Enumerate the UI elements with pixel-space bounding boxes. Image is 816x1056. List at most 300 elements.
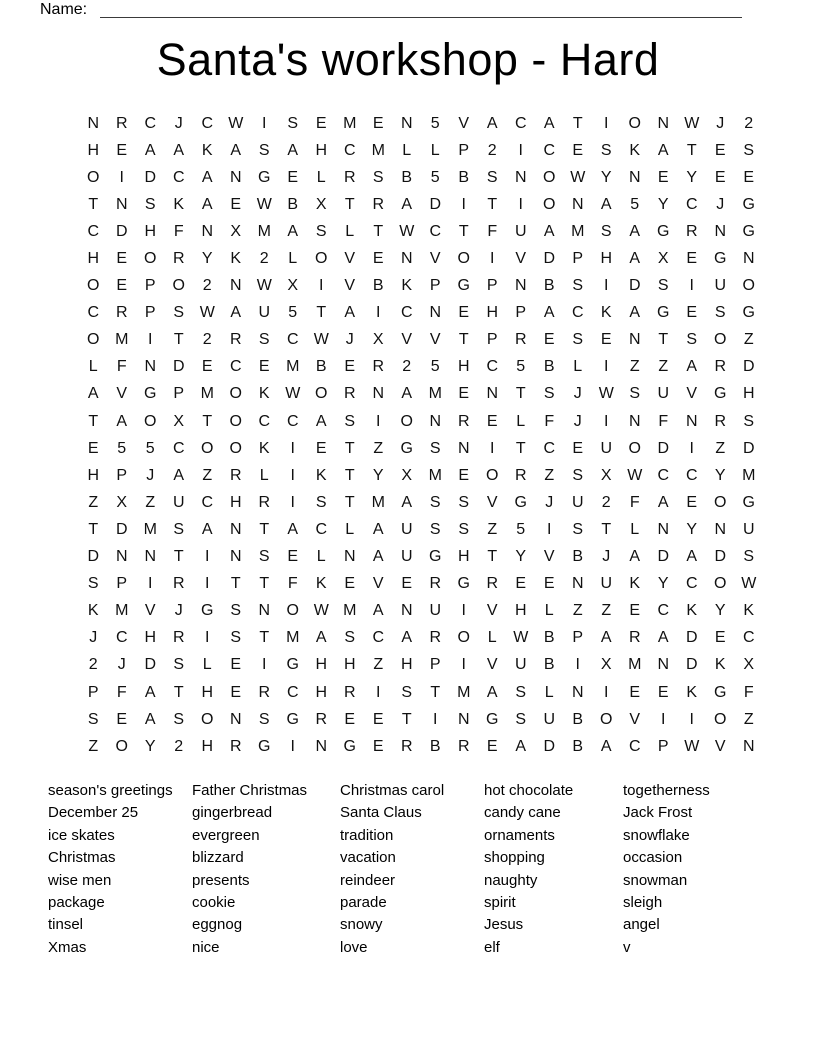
grid-letter: K xyxy=(173,195,185,213)
grid-letter: E xyxy=(344,575,356,593)
grid-letter: T xyxy=(487,548,498,566)
word-item: tradition xyxy=(340,826,394,844)
grid-letter: S xyxy=(344,412,356,430)
grid-letter: E xyxy=(116,710,128,728)
grid-letter: V xyxy=(344,277,356,295)
grid-letter: I xyxy=(433,710,438,728)
grid-letter: S xyxy=(515,710,527,728)
grid-letter: C xyxy=(172,439,185,457)
grid-letter: T xyxy=(658,331,669,349)
grid-letter: A xyxy=(486,683,498,701)
grid-letter: E xyxy=(372,114,384,132)
grid-letter: R xyxy=(457,412,470,430)
grid-letter: T xyxy=(259,520,270,538)
grid-letter: R xyxy=(714,412,727,430)
grid-row xyxy=(79,733,763,760)
grid-letter: D xyxy=(657,548,670,566)
grid-row xyxy=(79,706,763,733)
grid-letter: Y xyxy=(657,575,669,593)
letter-grid xyxy=(79,110,763,760)
grid-letter: M xyxy=(628,656,642,674)
grid-letter: Z xyxy=(658,358,669,376)
grid-letter: P xyxy=(144,304,156,322)
word-list-column xyxy=(623,780,768,959)
grid-letter: R xyxy=(172,575,185,593)
grid-letter: 2 xyxy=(744,114,754,132)
grid-row xyxy=(79,408,763,435)
grid-letter: I xyxy=(689,710,694,728)
grid-letter: I xyxy=(148,575,153,593)
grid-letter: L xyxy=(544,683,554,701)
grid-letter: V xyxy=(458,114,470,132)
grid-letter: E xyxy=(714,629,726,647)
grid-letter: E xyxy=(657,168,669,186)
grid-letter: U xyxy=(600,439,613,457)
grid-letter: N xyxy=(657,114,670,132)
grid-letter: S xyxy=(144,195,156,213)
grid-row xyxy=(79,110,763,137)
grid-letter: H xyxy=(486,304,499,322)
grid-letter: X xyxy=(600,656,612,674)
grid-letter: S xyxy=(486,168,498,186)
grid-letter: E xyxy=(372,710,384,728)
grid-letter: S xyxy=(714,304,726,322)
grid-letter: Y xyxy=(600,168,612,186)
grid-letter: 5 xyxy=(430,168,440,186)
grid-letter: I xyxy=(290,439,295,457)
word-item: spirit xyxy=(484,893,516,911)
grid-letter: B xyxy=(572,548,584,566)
grid-letter: P xyxy=(144,277,156,295)
grid-letter: V xyxy=(686,385,698,403)
grid-letter: I xyxy=(148,331,153,349)
grid-letter: G xyxy=(742,195,755,213)
grid-letter: 2 xyxy=(88,656,98,674)
grid-letter: U xyxy=(514,222,527,240)
grid-letter: A xyxy=(372,602,384,620)
grid-letter: N xyxy=(742,250,755,268)
grid-letter: A xyxy=(401,629,413,647)
grid-letter: O xyxy=(714,575,727,593)
grid-letter: G xyxy=(343,737,356,755)
grid-letter: O xyxy=(315,385,328,403)
grid-letter: N xyxy=(229,168,242,186)
grid-letter: X xyxy=(173,412,185,430)
grid-letter: K xyxy=(714,656,726,674)
grid-letter: O xyxy=(543,195,556,213)
word-item: Christmas xyxy=(48,849,116,867)
grid-letter: K xyxy=(600,304,612,322)
grid-letter: A xyxy=(116,412,128,430)
grid-letter: C xyxy=(429,222,442,240)
grid-letter: E xyxy=(287,548,299,566)
grid-letter: I xyxy=(604,358,609,376)
grid-letter: P xyxy=(116,466,128,484)
grid-letter: E xyxy=(714,141,726,159)
grid-letter: I xyxy=(262,114,267,132)
grid-letter: G xyxy=(429,548,442,566)
grid-letter: P xyxy=(657,737,669,755)
grid-letter: I xyxy=(376,304,381,322)
grid-letter: S xyxy=(87,710,99,728)
grid-letter: I xyxy=(461,195,466,213)
grid-letter: V xyxy=(116,385,128,403)
grid-letter: U xyxy=(400,548,413,566)
grid-letter: S xyxy=(572,277,584,295)
grid-letter: C xyxy=(486,358,499,376)
grid-letter: 5 xyxy=(430,114,440,132)
grid-letter: E xyxy=(543,331,555,349)
grid-letter: X xyxy=(401,466,413,484)
grid-letter: D xyxy=(172,358,185,376)
grid-letter: A xyxy=(287,222,299,240)
grid-letter: M xyxy=(428,385,442,403)
grid-letter: R xyxy=(372,358,385,376)
grid-letter: A xyxy=(657,493,669,511)
grid-letter: N xyxy=(514,168,527,186)
grid-letter: F xyxy=(658,412,669,430)
grid-letter: E xyxy=(372,737,384,755)
name-row xyxy=(40,1,742,21)
grid-letter: S xyxy=(173,656,185,674)
grid-letter: Z xyxy=(88,493,99,511)
grid-row xyxy=(79,300,763,327)
grid-letter: W xyxy=(313,602,329,620)
grid-letter: N xyxy=(657,520,670,538)
grid-letter: L xyxy=(316,168,326,186)
grid-letter: R xyxy=(172,629,185,647)
grid-letter: R xyxy=(514,331,527,349)
grid-letter: A xyxy=(629,222,641,240)
grid-letter: Z xyxy=(487,520,498,538)
word-item: nice xyxy=(192,938,220,956)
grid-letter: N xyxy=(144,358,157,376)
grid-letter: R xyxy=(343,385,356,403)
grid-letter: I xyxy=(518,141,523,159)
grid-letter: G xyxy=(742,493,755,511)
grid-letter: S xyxy=(600,141,612,159)
grid-letter: E xyxy=(600,331,612,349)
grid-letter: H xyxy=(87,466,100,484)
grid-letter: Y xyxy=(714,602,726,620)
grid-letter: U xyxy=(429,602,442,620)
grid-letter: H xyxy=(457,358,470,376)
grid-letter: J xyxy=(89,629,98,647)
word-item: ice skates xyxy=(48,826,115,844)
grid-letter: I xyxy=(689,439,694,457)
grid-letter: C xyxy=(286,331,299,349)
grid-letter: P xyxy=(486,331,498,349)
grid-letter: W xyxy=(741,575,757,593)
word-item: snowman xyxy=(623,871,688,889)
grid-letter: V xyxy=(401,331,413,349)
grid-letter: W xyxy=(256,277,272,295)
grid-letter: R xyxy=(229,331,242,349)
grid-letter: O xyxy=(172,277,185,295)
grid-letter: L xyxy=(316,548,326,566)
grid-letter: U xyxy=(657,385,670,403)
grid-letter: I xyxy=(205,548,210,566)
grid-row xyxy=(79,544,763,571)
grid-letter: Z xyxy=(572,602,583,620)
grid-letter: L xyxy=(345,520,355,538)
grid-letter: S xyxy=(686,331,698,349)
grid-letter: A xyxy=(372,520,384,538)
grid-letter: G xyxy=(657,304,670,322)
grid-letter: L xyxy=(288,250,298,268)
grid-letter: B xyxy=(401,168,413,186)
grid-letter: V xyxy=(486,656,498,674)
grid-letter: U xyxy=(742,520,755,538)
grid-letter: W xyxy=(256,195,272,213)
grid-letter: A xyxy=(600,737,612,755)
grid-letter: L xyxy=(630,520,640,538)
word-item: package xyxy=(48,893,105,911)
grid-letter: C xyxy=(258,412,271,430)
grid-letter: I xyxy=(490,250,495,268)
word-item: eggnog xyxy=(192,916,243,934)
grid-letter: E xyxy=(543,575,555,593)
grid-letter: C xyxy=(657,466,670,484)
grid-letter: S xyxy=(173,710,185,728)
grid-letter: H xyxy=(600,250,613,268)
grid-letter: 2 xyxy=(259,250,269,268)
grid-letter: S xyxy=(572,520,584,538)
grid-letter: K xyxy=(258,385,270,403)
grid-letter: G xyxy=(742,304,755,322)
grid-letter: S xyxy=(315,222,327,240)
grid-letter: V xyxy=(486,602,498,620)
grid-letter: A xyxy=(372,548,384,566)
grid-letter: N xyxy=(258,602,271,620)
grid-letter: S xyxy=(572,466,584,484)
grid-letter: C xyxy=(87,304,100,322)
name-blank-line[interactable] xyxy=(100,1,742,18)
grid-letter: I xyxy=(119,168,124,186)
grid-letter: C xyxy=(115,629,128,647)
grid-letter: N xyxy=(229,520,242,538)
grid-letter: C xyxy=(343,141,356,159)
grid-letter: F xyxy=(116,358,127,376)
grid-letter: T xyxy=(458,222,469,240)
grid-letter: H xyxy=(201,683,214,701)
grid-letter: N xyxy=(628,331,641,349)
grid-letter: T xyxy=(344,195,355,213)
grid-letter: M xyxy=(742,466,756,484)
grid-letter: A xyxy=(686,358,698,376)
grid-letter: O xyxy=(87,331,100,349)
grid-letter: I xyxy=(290,466,295,484)
grid-letter: B xyxy=(572,710,584,728)
grid-letter: C xyxy=(201,493,214,511)
grid-letter: M xyxy=(343,114,357,132)
grid-letter: T xyxy=(373,222,384,240)
grid-letter: C xyxy=(400,304,413,322)
grid-letter: I xyxy=(319,277,324,295)
grid-letter: M xyxy=(257,222,271,240)
grid-letter: E xyxy=(401,575,413,593)
grid-letter: O xyxy=(201,710,214,728)
grid-letter: A xyxy=(315,629,327,647)
grid-letter: R xyxy=(714,358,727,376)
grid-letter: 5 xyxy=(516,358,526,376)
grid-letter: V xyxy=(429,250,441,268)
grid-letter: Z xyxy=(601,602,612,620)
word-list xyxy=(48,780,788,959)
grid-letter: S xyxy=(258,331,270,349)
grid-letter: E xyxy=(458,466,470,484)
grid-letter: D xyxy=(685,629,698,647)
grid-row xyxy=(79,489,763,516)
grid-letter: R xyxy=(258,683,271,701)
grid-letter: J xyxy=(117,656,126,674)
grid-letter: M xyxy=(200,385,214,403)
grid-letter: C xyxy=(286,683,299,701)
grid-letter: 5 xyxy=(430,358,440,376)
grid-letter: I xyxy=(290,493,295,511)
grid-letter: S xyxy=(258,141,270,159)
grid-row xyxy=(79,273,763,300)
grid-letter: V xyxy=(429,331,441,349)
grid-letter: A xyxy=(344,304,356,322)
grid-letter: C xyxy=(286,412,299,430)
grid-letter: H xyxy=(87,141,100,159)
grid-letter: C xyxy=(87,222,100,240)
grid-letter: O xyxy=(144,250,157,268)
grid-letter: H xyxy=(514,602,527,620)
grid-letter: L xyxy=(516,412,526,430)
grid-letter: S xyxy=(287,114,299,132)
grid-letter: N xyxy=(229,710,242,728)
grid-letter: L xyxy=(487,629,497,647)
word-item: reindeer xyxy=(340,871,396,889)
grid-letter: R xyxy=(229,466,242,484)
grid-letter: R xyxy=(229,737,242,755)
grid-letter: G xyxy=(714,683,727,701)
grid-letter: 5 xyxy=(630,195,640,213)
grid-letter: R xyxy=(400,737,413,755)
grid-letter: P xyxy=(173,385,185,403)
grid-letter: G xyxy=(258,737,271,755)
grid-letter: W xyxy=(684,737,700,755)
grid-letter: E xyxy=(287,168,299,186)
grid-letter: E xyxy=(116,277,128,295)
grid-letter: C xyxy=(685,466,698,484)
grid-letter: O xyxy=(315,250,328,268)
grid-letter: A xyxy=(401,195,413,213)
word-item: hot chocolate xyxy=(484,782,574,799)
grid-letter: M xyxy=(428,466,442,484)
grid-letter: A xyxy=(230,304,242,322)
grid-letter: E xyxy=(515,575,527,593)
grid-letter: O xyxy=(742,277,755,295)
grid-letter: W xyxy=(570,168,586,186)
grid-letter: O xyxy=(628,114,641,132)
grid-letter: 2 xyxy=(402,358,412,376)
grid-letter: E xyxy=(230,656,242,674)
grid-letter: I xyxy=(461,656,466,674)
grid-letter: D xyxy=(685,656,698,674)
grid-letter: O xyxy=(286,602,299,620)
grid-letter: C xyxy=(172,168,185,186)
grid-letter: T xyxy=(601,520,612,538)
grid-letter: K xyxy=(743,602,755,620)
grid-letter: E xyxy=(458,385,470,403)
grid-letter: B xyxy=(429,737,441,755)
grid-letter: O xyxy=(229,385,242,403)
grid-letter: T xyxy=(344,439,355,457)
grid-letter: K xyxy=(686,602,698,620)
grid-letter: O xyxy=(628,439,641,457)
grid-row xyxy=(79,435,763,462)
grid-letter: A xyxy=(173,141,185,159)
word-item: snowflake xyxy=(623,826,690,844)
grid-letter: 5 xyxy=(516,520,526,538)
grid-letter: P xyxy=(486,277,498,295)
grid-letter: N xyxy=(514,277,527,295)
grid-letter: X xyxy=(600,466,612,484)
word-item: December 25 xyxy=(48,804,139,822)
word-item: naughty xyxy=(484,871,538,889)
grid-letter: I xyxy=(461,602,466,620)
grid-letter: G xyxy=(657,222,670,240)
page-title: Santa's workshop - Hard xyxy=(156,34,660,85)
grid-letter: B xyxy=(543,656,555,674)
grid-letter: I xyxy=(490,439,495,457)
grid-letter: N xyxy=(714,222,727,240)
grid-letter: N xyxy=(315,737,328,755)
word-item: gingerbread xyxy=(192,804,273,822)
grid-letter: M xyxy=(286,629,300,647)
grid-row xyxy=(79,679,763,706)
grid-letter: O xyxy=(714,710,727,728)
grid-letter: A xyxy=(201,195,213,213)
grid-letter: O xyxy=(457,250,470,268)
grid-letter: T xyxy=(259,629,270,647)
grid-letter: E xyxy=(486,412,498,430)
grid-letter: J xyxy=(345,331,354,349)
word-item: Jack Frost xyxy=(623,804,693,822)
grid-letter: I xyxy=(604,683,609,701)
grid-letter: I xyxy=(604,277,609,295)
grid-row xyxy=(79,164,763,191)
grid-letter: R xyxy=(315,710,328,728)
grid-letter: G xyxy=(286,656,299,674)
word-list-column xyxy=(48,780,192,959)
grid-letter: H xyxy=(229,493,242,511)
grid-letter: E xyxy=(572,141,584,159)
grid-letter: Z xyxy=(373,656,384,674)
grid-letter: O xyxy=(714,493,727,511)
grid-letter: M xyxy=(343,602,357,620)
grid-letter: T xyxy=(173,683,184,701)
grid-letter: B xyxy=(287,195,299,213)
grid-letter: T xyxy=(401,710,412,728)
word-item: sleigh xyxy=(623,893,663,911)
grid-letter: A xyxy=(629,548,641,566)
grid-letter: N xyxy=(87,114,100,132)
grid-letter: K xyxy=(230,250,242,268)
grid-letter: V xyxy=(515,250,527,268)
word-item: cookie xyxy=(192,893,236,911)
grid-letter: S xyxy=(258,710,270,728)
grid-letter: A xyxy=(87,385,99,403)
grid-letter: R xyxy=(372,195,385,213)
grid-letter: M xyxy=(286,358,300,376)
grid-letter: N xyxy=(571,683,584,701)
grid-letter: B xyxy=(543,358,555,376)
grid-letter: L xyxy=(202,656,212,674)
